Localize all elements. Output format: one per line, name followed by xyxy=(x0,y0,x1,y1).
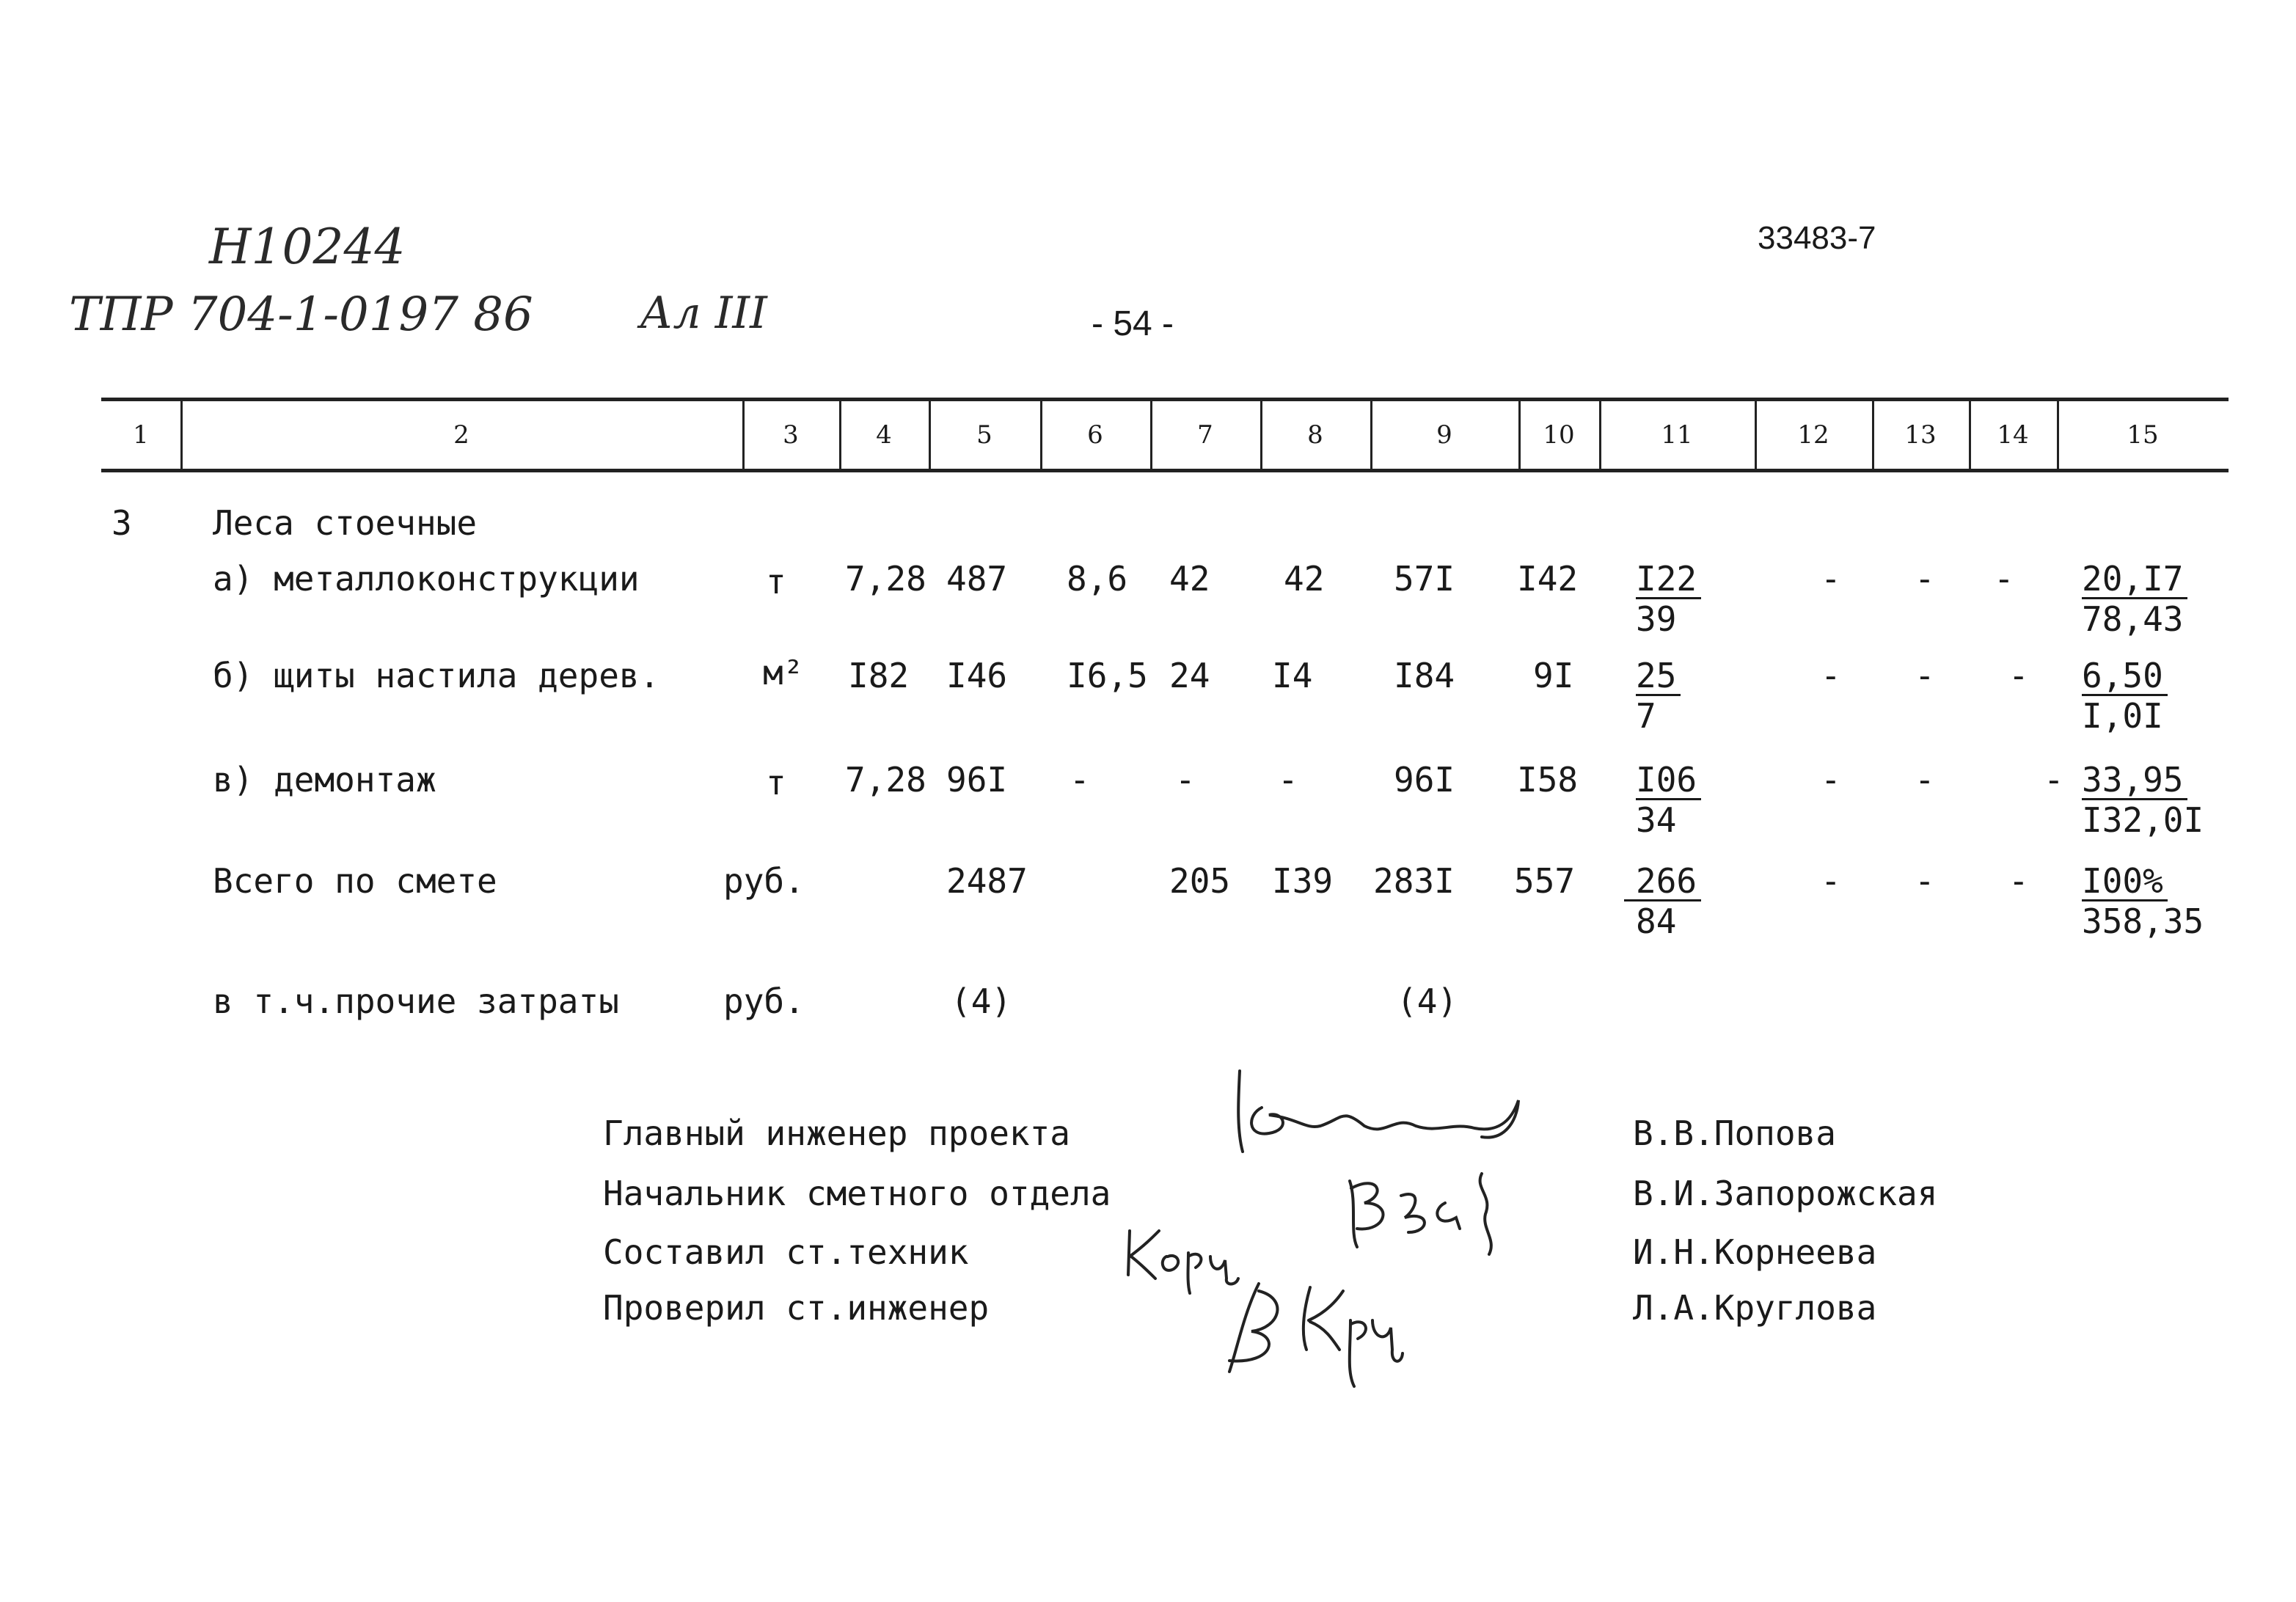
cell-col4: 7,28 xyxy=(845,760,926,800)
project-code: ТПР 704-1-0197 86 xyxy=(69,288,533,342)
cell-col12: - xyxy=(1821,559,1841,599)
row-label: б) щиты настила дерев. xyxy=(213,656,660,695)
column-header: 8 xyxy=(1260,401,1372,469)
row-label: а) металлоконструкции xyxy=(213,559,640,599)
album-mark: Ал III xyxy=(640,288,767,339)
total-col11-top: 266 xyxy=(1624,864,1701,901)
cell-col10: I58 xyxy=(1517,760,1579,800)
cell-col11-bottom: 34 xyxy=(1636,800,1677,840)
cell-col15-top: 6,50 xyxy=(2082,659,2168,696)
column-header: 1 xyxy=(101,401,183,469)
signature-estimate-head xyxy=(1335,1159,1511,1262)
column-header: 14 xyxy=(1969,401,2059,469)
signature-name: Л.А.Круглова xyxy=(1633,1288,1877,1328)
cell-col14: - xyxy=(2044,760,2064,800)
row-unit: т xyxy=(766,763,786,802)
cell-col5: 96I xyxy=(946,760,1008,800)
signature-role: Проверил ст.инженер xyxy=(603,1288,990,1328)
column-header: 2 xyxy=(180,401,745,469)
other-label: в т.ч.прочие затраты xyxy=(213,981,619,1021)
total-col11 xyxy=(1624,861,1701,941)
cell-col8: 42 xyxy=(1284,559,1325,599)
cell-col10: I42 xyxy=(1517,559,1579,599)
signature-name: В.И.Запорожская xyxy=(1633,1174,1938,1213)
cell-col12: - xyxy=(1821,760,1841,800)
cell-col6: - xyxy=(1070,760,1090,800)
cell-col15-bottom: I32,0I xyxy=(2082,800,2204,840)
column-header: 4 xyxy=(839,401,931,469)
cell-col9: I84 xyxy=(1394,656,1455,695)
total-col10: 557 xyxy=(1514,861,1576,901)
other-col9: (4) xyxy=(1397,981,1458,1021)
total-col8: I39 xyxy=(1272,861,1334,901)
row-label: в) демонтаж xyxy=(213,760,436,800)
column-header: 15 xyxy=(2127,420,2159,450)
cell-col4: I82 xyxy=(848,656,910,695)
signature-name: В.В.Попова xyxy=(1633,1113,1836,1153)
cell-col9: 57I xyxy=(1394,559,1455,599)
column-header: 6 xyxy=(1040,401,1152,469)
page-number: - 54 - xyxy=(1092,304,1174,343)
cell-col15 xyxy=(2082,656,2168,736)
column-header: 12 xyxy=(1755,401,1874,469)
cell-col5: I46 xyxy=(946,656,1008,695)
other-unit: руб. xyxy=(723,981,805,1021)
cell-col7: - xyxy=(1175,760,1196,800)
other-col5: (4) xyxy=(951,981,1012,1021)
column-header: 11 xyxy=(1599,401,1757,469)
column-header: 9 xyxy=(1370,401,1521,469)
cell-col11-top: I06 xyxy=(1636,763,1701,800)
document-number: 33483-7 xyxy=(1758,220,1876,256)
cell-col11-bottom: 7 xyxy=(1636,696,1656,736)
signature-role: Составил ст.техник xyxy=(603,1232,969,1272)
column-header: 3 xyxy=(742,401,841,469)
cell-col7: 42 xyxy=(1169,559,1210,599)
signature-name: И.Н.Корнеева xyxy=(1633,1232,1877,1272)
cell-col15-top: 20,I7 xyxy=(2082,562,2187,599)
total-col12: - xyxy=(1821,861,1841,901)
column-header: 5 xyxy=(929,401,1042,469)
row-unit: т xyxy=(766,562,786,601)
cell-col15 xyxy=(2082,760,2204,840)
cell-col11 xyxy=(1636,656,1681,736)
total-col11-bottom: 84 xyxy=(1636,901,1677,941)
cell-col11-bottom: 39 xyxy=(1636,599,1677,639)
total-col9: 283I xyxy=(1373,861,1455,901)
total-col13: - xyxy=(1915,861,1935,901)
cell-col6: 8,6 xyxy=(1067,559,1128,599)
cell-col7: 24 xyxy=(1169,656,1210,695)
total-col15 xyxy=(2082,861,2204,941)
cell-col5: 487 xyxy=(946,559,1008,599)
cell-col14: - xyxy=(1994,559,2014,599)
cell-col15-bottom: I,0I xyxy=(2082,696,2163,736)
cell-col15-bottom: 78,43 xyxy=(2082,599,2184,639)
cell-col15-top: 33,95 xyxy=(2082,763,2187,800)
total-label: Всего по смете xyxy=(213,861,497,901)
cell-col4: 7,28 xyxy=(845,559,926,599)
cell-col10: 9I xyxy=(1533,656,1574,695)
cell-col13: - xyxy=(1915,559,1935,599)
column-header: 10 xyxy=(1518,401,1601,469)
cell-col11 xyxy=(1636,760,1701,840)
total-col7: 205 xyxy=(1169,861,1231,901)
cell-col11-top: I22 xyxy=(1636,562,1701,599)
signature-role: Начальник сметного отдела xyxy=(603,1174,1111,1213)
cell-col14: - xyxy=(2008,656,2029,695)
total-col15-top: I00% xyxy=(2082,864,2168,901)
section-title: Леса стоечные xyxy=(213,503,478,543)
column-header: 13 xyxy=(1872,401,1971,469)
cell-col8: - xyxy=(1278,760,1298,800)
column-header: 7 xyxy=(1150,401,1262,469)
inventory-number: Н10244 xyxy=(209,219,406,275)
signature-chief-engineer xyxy=(1218,1056,1540,1166)
cell-col13: - xyxy=(1915,760,1935,800)
cell-col12: - xyxy=(1821,656,1841,695)
cell-col6: I6,5 xyxy=(1067,656,1148,695)
section-number: 3 xyxy=(111,503,132,543)
total-col15-bottom: 358,35 xyxy=(2082,901,2204,941)
total-col5: 2487 xyxy=(946,861,1028,901)
total-col14: - xyxy=(2008,861,2029,901)
cell-col11 xyxy=(1636,559,1701,639)
cell-col11-top: 25 xyxy=(1636,659,1681,696)
total-unit: руб. xyxy=(723,861,805,901)
cell-col8: I4 xyxy=(1272,656,1313,695)
row-unit: м² xyxy=(763,653,804,692)
cell-col13: - xyxy=(1915,656,1935,695)
signature-role: Главный инженер проекта xyxy=(603,1113,1070,1153)
signature-engineer xyxy=(1215,1269,1405,1394)
column-header-row xyxy=(101,398,2229,472)
cell-col9: 96I xyxy=(1394,760,1455,800)
cell-col15 xyxy=(2082,559,2187,639)
